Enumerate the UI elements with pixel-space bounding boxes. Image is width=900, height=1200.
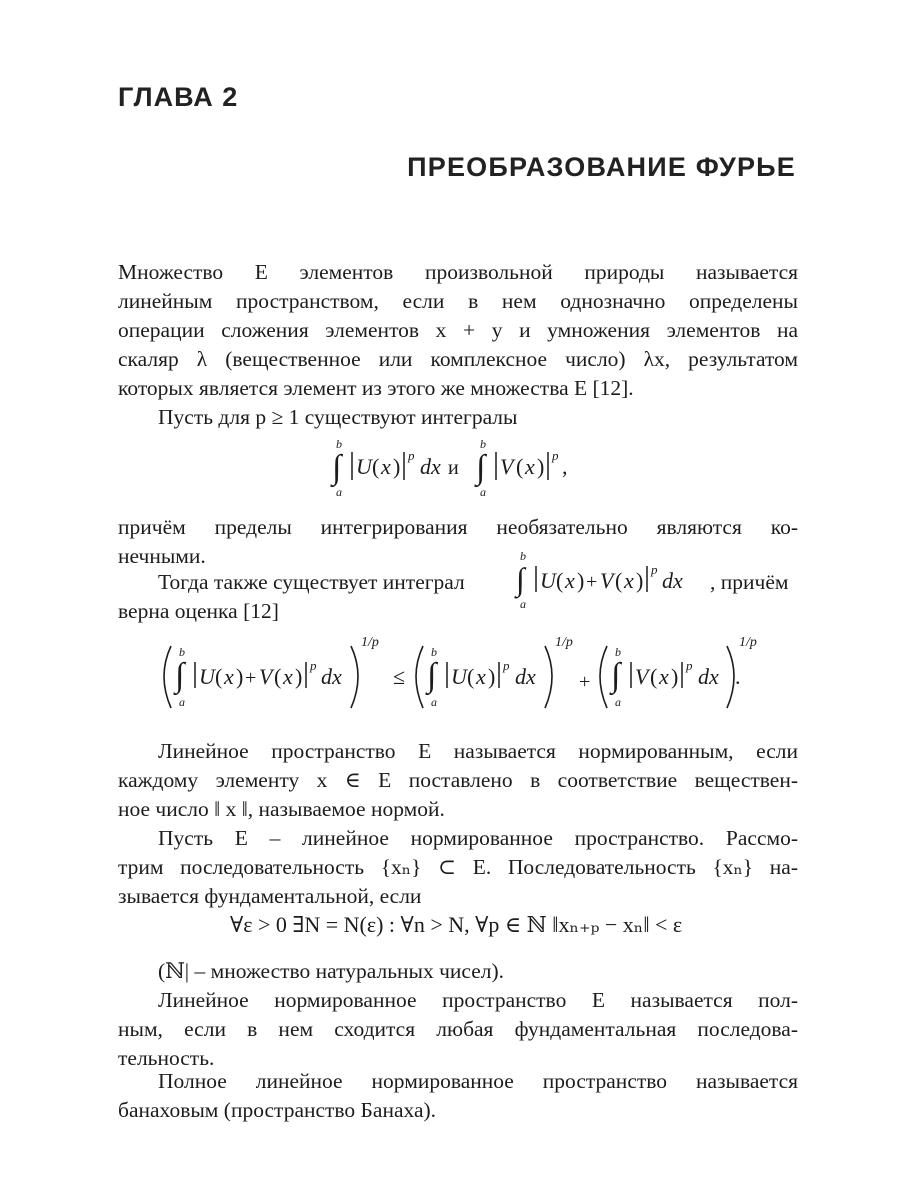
chapter-heading: ГЛАВА 2 (118, 82, 239, 112)
integral-formula-graphic (330, 430, 590, 500)
svg-text:): ) (537, 454, 545, 479)
text-line: которых является элемент из этого же множества E [12]. (118, 376, 634, 400)
svg-text:(: ( (467, 664, 475, 689)
text-line: зывается фундаментальной, если (118, 884, 422, 908)
text-line: трим последовательность {xₙ} ⊂ E. Последовательность {xₙ} на- (118, 855, 798, 879)
svg-text:,: , (562, 454, 568, 479)
svg-text:∫: ∫ (516, 561, 525, 597)
text-line: Линейное пространство E называется нормированным, если (158, 739, 798, 763)
paragraph-integrals-exist (118, 403, 798, 432)
text-line: скаляр λ (вещественное или комплексное число) λx, результатом (118, 347, 798, 371)
svg-text:(: ( (650, 664, 658, 689)
svg-text:b: b (431, 645, 437, 659)
svg-text:(: ( (556, 568, 564, 593)
text-line: Пусть E – линейное нормированное пространство. Рассмо- (158, 826, 798, 850)
svg-text:p: p (686, 658, 693, 673)
svg-text:x: x (525, 454, 535, 479)
formula-cauchy-condition: ∀ε > 0 ∃N = N(ε) : ∀n > N, ∀p ∈ ℕ ‖xₙ₊ₚ − xₙ‖ < ε (230, 912, 683, 937)
svg-text:1/p: 1/p (555, 635, 573, 650)
svg-text:∫: ∫ (332, 449, 342, 486)
svg-text:∫: ∫ (611, 657, 621, 694)
paragraph-banach-space (118, 1067, 798, 1125)
svg-text:x: x (224, 664, 234, 689)
plus-sign: + (579, 671, 591, 693)
text-line: линейным пространством, если в нем однозначно определены (118, 289, 798, 313)
svg-text:x: x (476, 664, 486, 689)
text-line: тельность. (118, 1046, 215, 1070)
svg-text:b: b (520, 549, 526, 563)
svg-text:x: x (283, 664, 293, 689)
svg-text:b: b (480, 437, 486, 451)
text-line: банаховым (пространство Банаха). (118, 1098, 437, 1122)
svg-text:x: x (624, 568, 634, 593)
svg-text:dx: dx (420, 454, 441, 479)
svg-text:.: . (735, 664, 741, 689)
svg-text:a: a (431, 695, 437, 709)
text-line: нечными. (118, 544, 206, 568)
svg-text:x: x (381, 454, 391, 479)
svg-text:p: p (408, 448, 415, 463)
svg-text:+: + (586, 571, 598, 593)
formula-minkowski (155, 632, 775, 722)
chapter-title: ПРЕОБРАЗОВАНИЕ ФУРЬЕ (407, 152, 796, 182)
formula-integrals (330, 430, 590, 500)
svg-text:+: + (245, 667, 257, 689)
svg-text:a: a (480, 485, 486, 499)
svg-text:a: a (179, 695, 185, 709)
text-line: Полное линейное нормированное пространство называется (158, 1069, 798, 1093)
paragraph-definition-linear-space (118, 258, 798, 403)
svg-text:(: ( (615, 568, 623, 593)
svg-text:V: V (500, 454, 514, 479)
svg-text:): ) (488, 664, 496, 689)
text-line: каждому элементу x ∈ E поставлено в соответствие веществен- (118, 768, 798, 792)
paragraph-complete-space (118, 986, 798, 1073)
svg-text:): ) (295, 664, 303, 689)
svg-text:b: b (179, 645, 185, 659)
svg-text:): ) (636, 568, 644, 593)
svg-text:(: ( (274, 664, 282, 689)
text-line: ное число ‖ x ‖, называемое нормой. (118, 797, 445, 821)
svg-text:U: U (356, 454, 372, 479)
svg-text:a: a (336, 485, 342, 499)
svg-text:∫: ∫ (476, 449, 486, 486)
svg-text:(: ( (516, 454, 524, 479)
text-line: операции сложения элементов x + y и умножения элементов на (118, 318, 798, 342)
svg-text:a: a (520, 597, 526, 611)
svg-text:dx: dx (321, 664, 342, 689)
svg-text:V: V (635, 664, 649, 689)
svg-text:p: p (310, 658, 317, 673)
svg-text:U: U (451, 664, 467, 689)
text-line: Линейное нормированное пространство E называется пол- (158, 988, 798, 1012)
svg-text:): ) (393, 454, 401, 479)
minkowski-inequality-graphic (155, 632, 775, 722)
svg-text:1/p: 1/p (739, 635, 757, 650)
paragraph-natural-numbers (118, 957, 798, 986)
svg-text:p: p (552, 448, 559, 463)
svg-text:): ) (577, 568, 585, 593)
svg-text:∫: ∫ (427, 657, 437, 694)
svg-text:V: V (259, 664, 273, 689)
svg-text:x: x (565, 568, 575, 593)
svg-text:): ) (236, 664, 244, 689)
text-line: ным, если в нем сходится любая фундаментальная последова- (118, 1017, 798, 1041)
text-line: верна оценка [12] (118, 599, 279, 623)
svg-text:dx: dx (662, 568, 683, 593)
svg-text:b: b (336, 437, 342, 451)
paragraph-fundamental-sequence (118, 824, 798, 911)
svg-text:dx: dx (515, 664, 536, 689)
svg-text:a: a (615, 695, 621, 709)
svg-text:U: U (199, 664, 215, 689)
text-line: Тогда также существует интеграл (158, 570, 465, 594)
exponent-label: 1/p (361, 635, 379, 650)
svg-text:p: p (503, 658, 510, 673)
text-line: Пусть для p ≥ 1 существуют интегралы (158, 405, 518, 429)
svg-text:): ) (671, 664, 679, 689)
svg-text:(: ( (372, 454, 380, 479)
svg-text:∫: ∫ (175, 657, 185, 694)
svg-text:(: ( (215, 664, 223, 689)
less-equal-sign: ≤ (393, 664, 406, 689)
svg-text:U: U (540, 568, 556, 593)
paragraph-normed-space (118, 737, 798, 824)
svg-text:b: b (615, 645, 621, 659)
inline-integral-graphic (514, 546, 714, 616)
svg-text:p: p (651, 562, 658, 577)
svg-text:dx: dx (698, 664, 719, 689)
text-line: (ℕ| – множество натуральных чисел). (158, 959, 505, 983)
text-line: , причём (710, 570, 789, 594)
text-line: Множество E элементов произвольной природы называется (118, 260, 798, 284)
text-line: причём пределы интегрирования необязательно являются ко- (118, 515, 798, 539)
svg-text:и: и (448, 457, 459, 479)
svg-text:x: x (659, 664, 669, 689)
svg-text:V: V (600, 568, 614, 593)
